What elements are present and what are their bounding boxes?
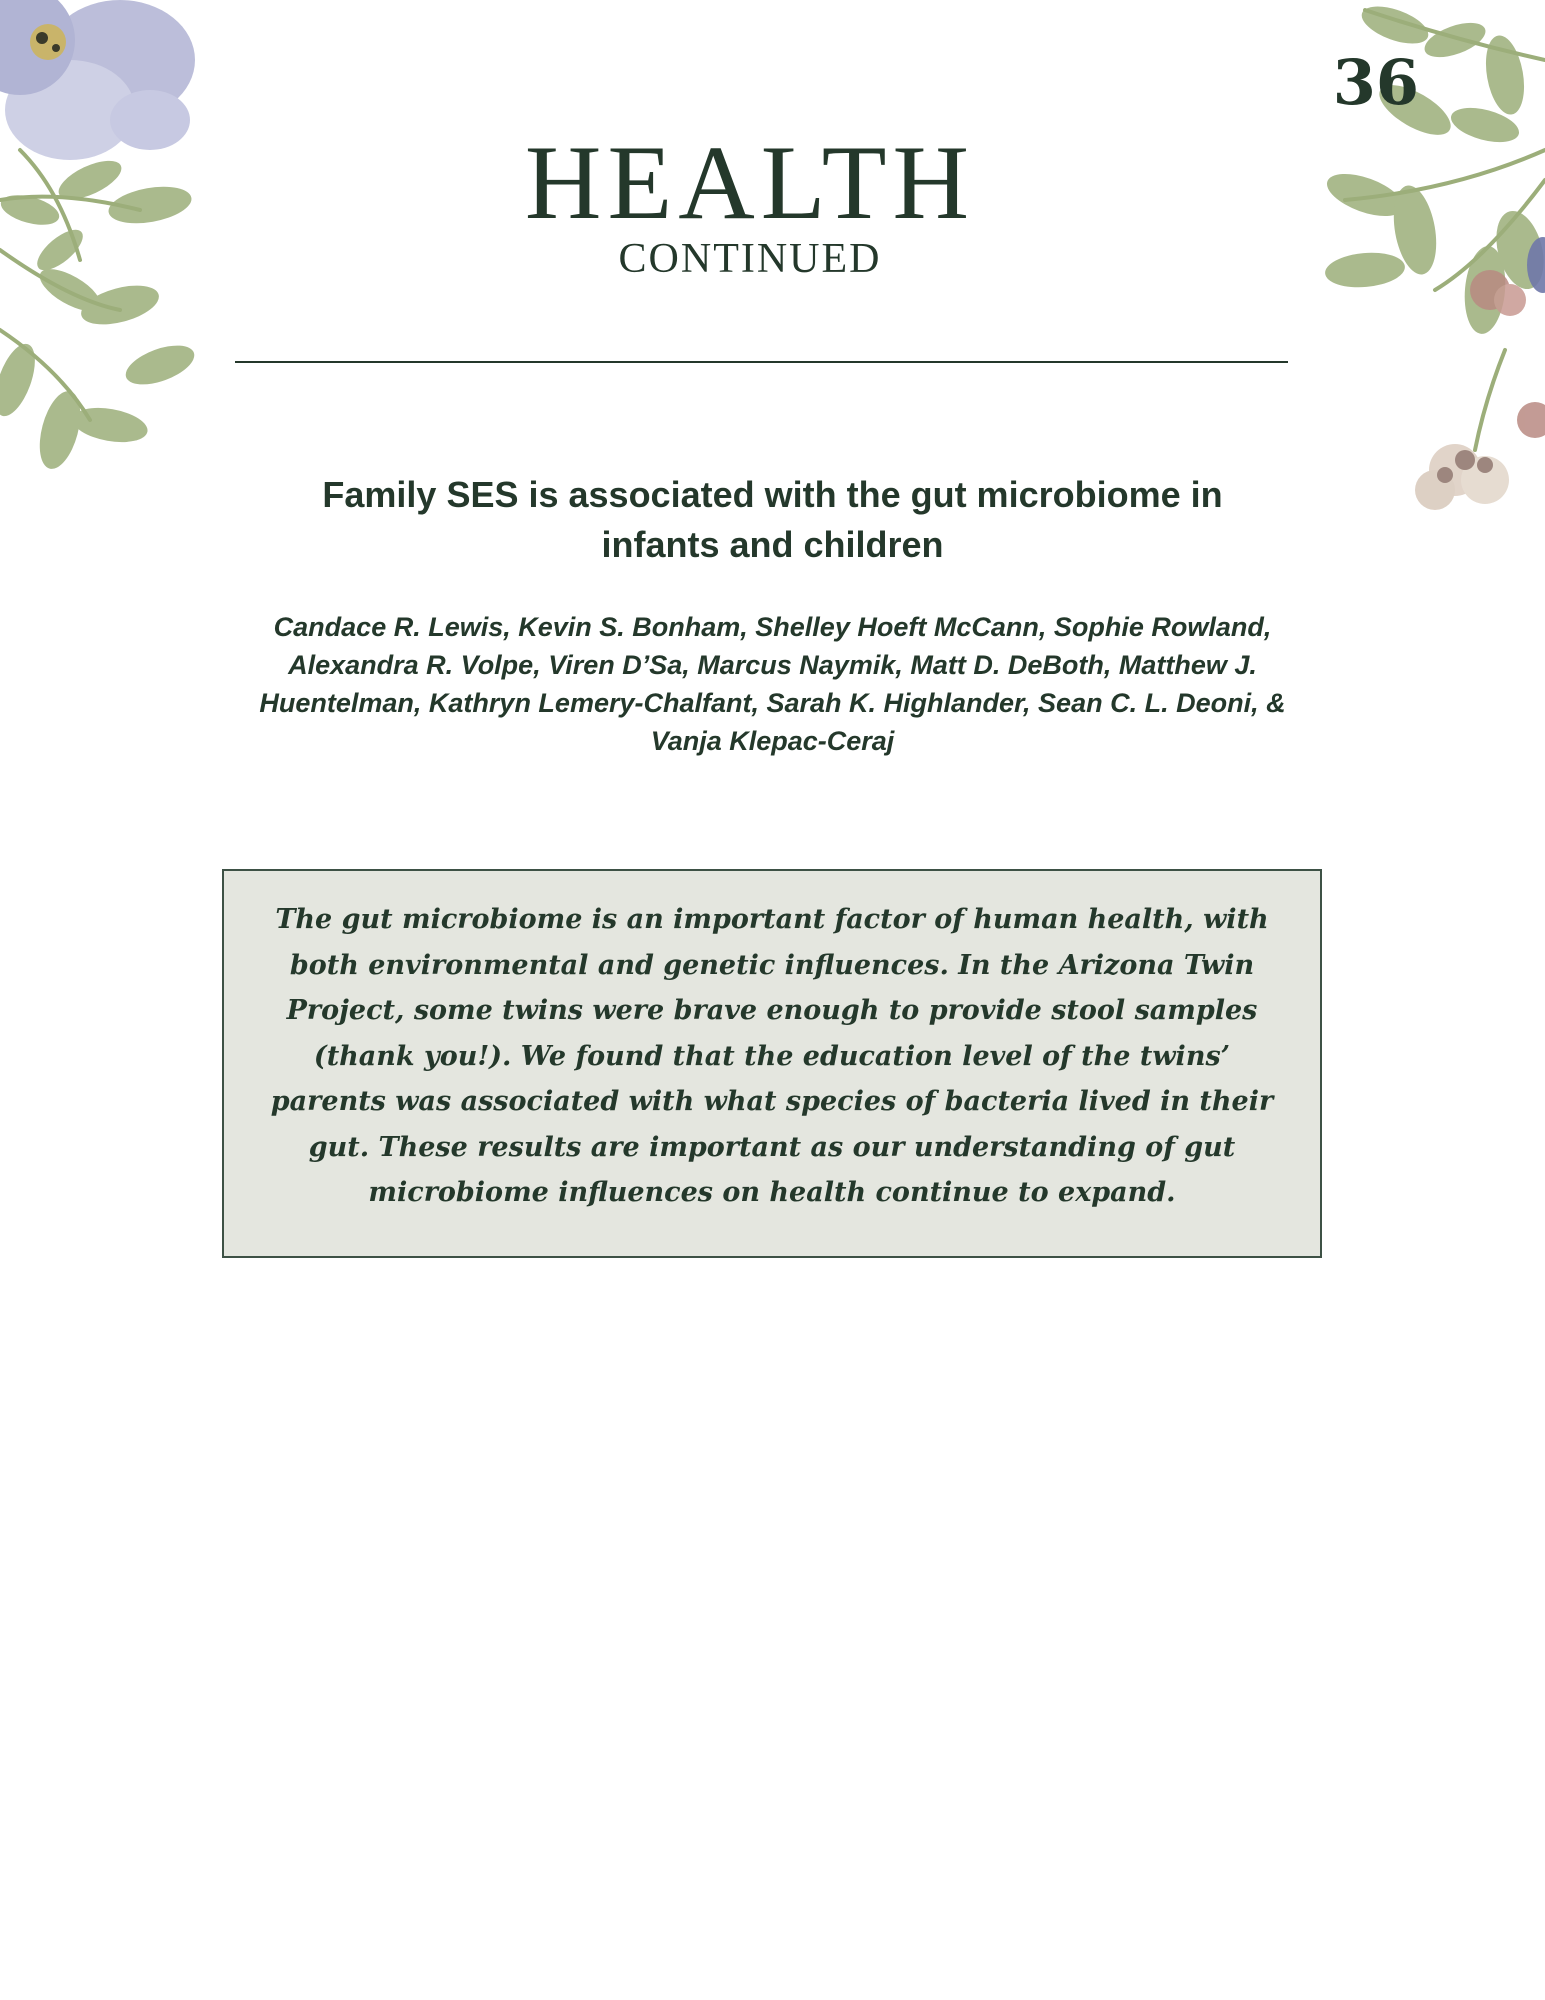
section-title: HEALTH: [524, 124, 976, 241]
summary-text: The gut microbiome is an important factor of human health, with both environmental and genetic influences. In the Arizona Twin Project, some twins were brave enough to provide stool samples (thank you!). We found that the education level of the twins’ parents was associated with what species of bacteria lived in their gut. These results are important as our understanding of gut microbiome influences on health continue to expand.: [270, 904, 1274, 1208]
section-divider: [235, 361, 1288, 363]
author-list: Candace R. Lewis, Kevin S. Bonham, Shelley Hoeft McCann, Sophie Rowland, Alexandra R. Volpe, Viren D’Sa, Marcus Naymik, Matt D. DeBoth, Matthew J. Huentelman, Kathryn Lemery-Chalfant, Sarah K. Highlander, Sean C. L. Deoni, & Vanja Klepac-Ceraj: [259, 612, 1286, 756]
page-number: 36: [1332, 46, 1419, 119]
summary-box: [222, 869, 1322, 1258]
article-title: Family SES is associated with the gut microbiome in infants and children: [322, 474, 1223, 565]
section-subtitle: CONTINUED: [618, 236, 882, 282]
